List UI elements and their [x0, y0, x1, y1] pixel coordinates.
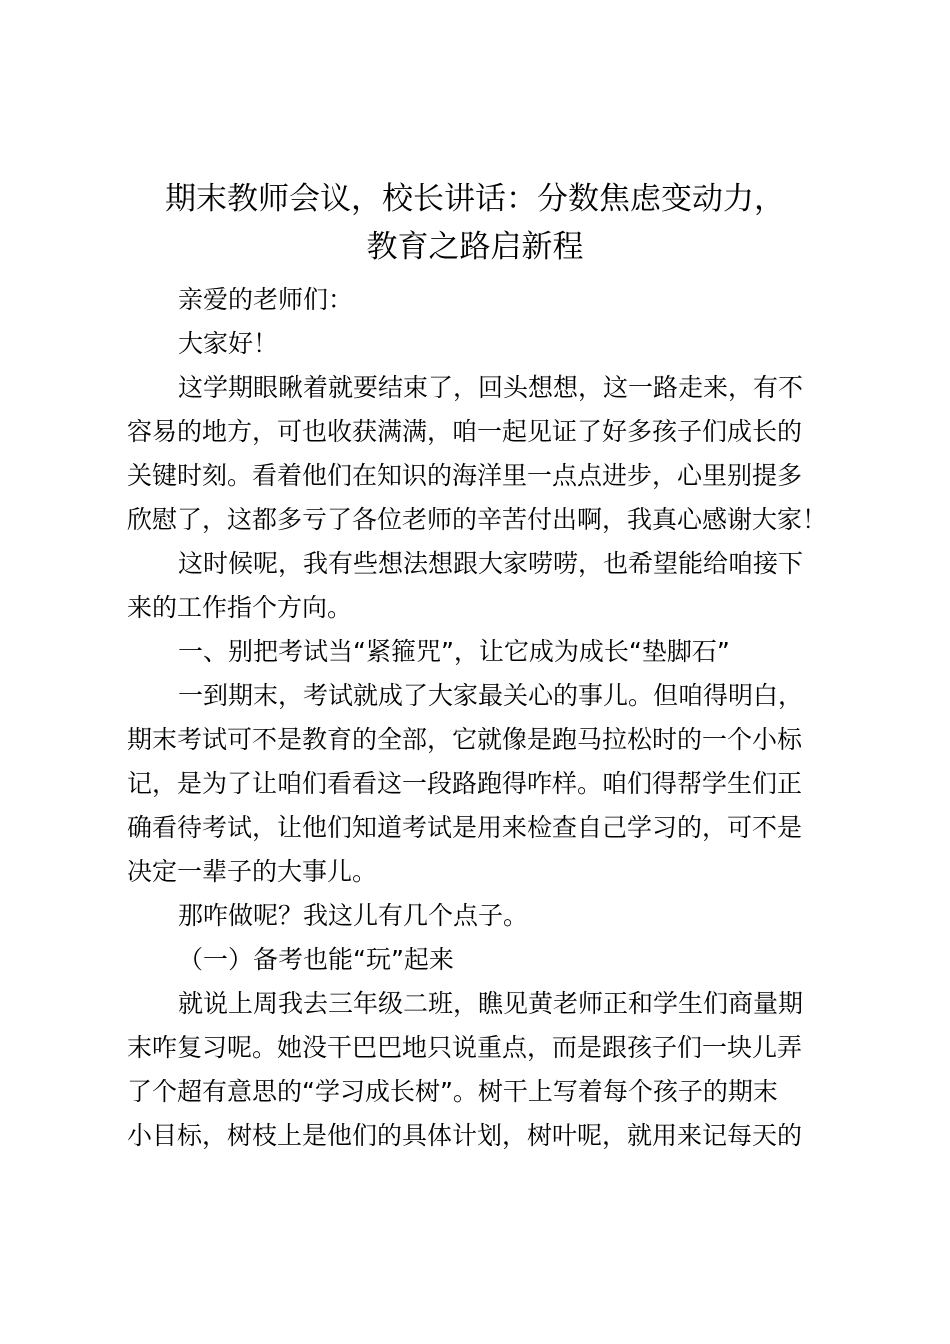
paragraph-line: 末咋复习呢。她没干巴巴地只说重点，而是跟孩子们一块儿弄: [127, 1033, 803, 1062]
paragraph-line: 了个超有意思的“学习成长树”。树干上写着每个孩子的期末: [127, 1077, 778, 1106]
subsection-heading: （一）备考也能“玩”起来: [178, 945, 454, 974]
paragraph-line: 一到期末，考试就成了大家最关心的事儿。但咱得明白，: [178, 681, 804, 710]
paragraph-line: 就说上周我去三年级二班，瞧见黄老师正和学生们商量期: [178, 989, 804, 1018]
document-title-line-2: 教育之路启新程: [366, 229, 584, 265]
document-title-line-1: 期末教师会议，校长讲话：分数焦虑变动力，: [165, 181, 785, 217]
paragraph-line: 这时候呢，我有些想法想跟大家唠唠，也希望能给咱接下: [178, 549, 804, 578]
paragraph-line: 关键时刻。看着他们在知识的海洋里一点点进步，心里别提多: [127, 461, 803, 490]
salutation: 亲爱的老师们：: [178, 285, 354, 314]
paragraph-line: 小目标，树枝上是他们的具体计划，树叶呢，就用来记每天的: [127, 1121, 803, 1150]
paragraph-line: 欣慰了，这都多亏了各位老师的辛苦付出啊，我真心感谢大家！: [127, 505, 828, 534]
paragraph-line: 来的工作指个方向。: [127, 593, 353, 622]
paragraph-line: 那咋做呢？我这儿有几个点子。: [178, 901, 529, 930]
section-heading: 一、别把考试当“紧箍咒”，让它成为成长“垫脚石”: [178, 637, 730, 666]
paragraph-line: 记，是为了让咱们看看这一段路跑得咋样。咱们得帮学生们正: [127, 769, 803, 798]
greeting: 大家好！: [178, 329, 279, 358]
paragraph-line: 决定一辈子的大事儿。: [127, 857, 378, 886]
paragraph-line: 期末考试可不是教育的全部，它就像是跑马拉松时的一个小标: [127, 725, 803, 754]
paragraph-line: 这学期眼瞅着就要结束了，回头想想，这一路走来，有不: [178, 373, 804, 402]
paragraph-line: 容易的地方，可也收获满满，咱一起见证了好多孩子们成长的: [127, 417, 803, 446]
paragraph-line: 确看待考试，让他们知道考试是用来检查自己学习的，可不是: [127, 813, 803, 842]
